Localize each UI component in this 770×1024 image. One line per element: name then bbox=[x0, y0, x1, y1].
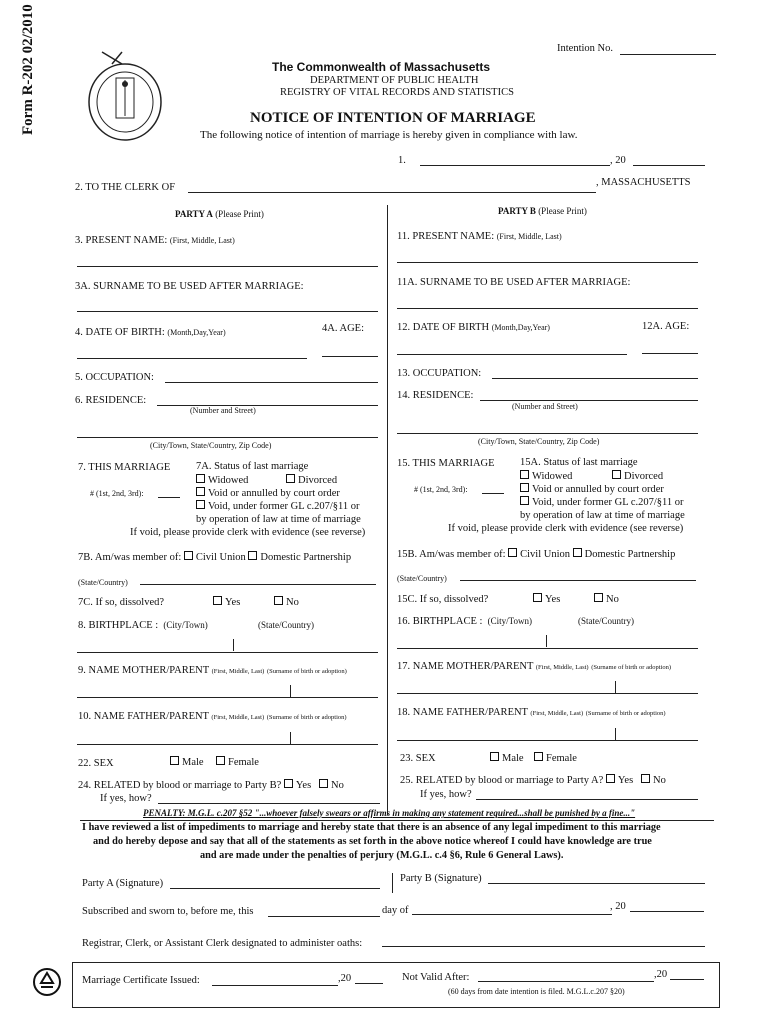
sworn-month-field[interactable] bbox=[412, 914, 612, 915]
party-b-city-field[interactable] bbox=[397, 433, 698, 434]
field-separator bbox=[615, 681, 616, 693]
party-b-void2-checkbox[interactable]: Void, under former GL c.207/§11 or bbox=[520, 496, 684, 508]
column-divider bbox=[387, 205, 388, 815]
party-a-heading: PARTY A (Please Print) bbox=[175, 209, 264, 219]
registrar-label: Registrar, Clerk, or Assistant Clerk designated to administer oaths: bbox=[82, 938, 363, 949]
f7-num-label: # (1st, 2nd, 3rd): bbox=[90, 489, 144, 498]
issued-date-field[interactable] bbox=[212, 985, 338, 986]
registry-label: REGISTRY OF VITAL RECORDS AND STATISTICS bbox=[280, 87, 514, 98]
party-a-void-checkbox[interactable]: Void or annulled by court order bbox=[196, 487, 340, 499]
f8-label: 8. BIRTHPLACE : (City/Town) bbox=[78, 620, 208, 631]
attestation-line-3: and are made under the penalties of perjury (M.G.L. c.4 §6, Rule 6 General Laws). bbox=[200, 850, 564, 861]
party-a-dissolved-yes[interactable]: Yes bbox=[213, 596, 240, 608]
party-b-signature-field[interactable] bbox=[488, 883, 705, 884]
sig-a-label: Party A (Signature) bbox=[82, 878, 164, 889]
f15-num-label: # (1st, 2nd, 3rd): bbox=[414, 485, 468, 494]
f23-label: 23. SEX bbox=[400, 753, 436, 764]
f13-label: 13. OCCUPATION: bbox=[397, 368, 482, 379]
party-b-male-checkbox[interactable]: Male bbox=[490, 752, 524, 764]
f12-label: 12. DATE OF BIRTH (Month,Day,Year) bbox=[397, 322, 550, 333]
signature-divider bbox=[392, 873, 393, 893]
party-a-occupation-field[interactable] bbox=[165, 382, 378, 383]
party-b-dob-field[interactable] bbox=[397, 354, 627, 355]
party-b-birthplace-field[interactable] bbox=[397, 648, 698, 649]
department-label: DEPARTMENT OF PUBLIC HEALTH bbox=[310, 75, 479, 86]
party-a-related-no[interactable] bbox=[319, 779, 328, 788]
clerk-label: 2. TO THE CLERK OF bbox=[75, 182, 176, 193]
issued-label: Marriage Certificate Issued: bbox=[82, 975, 200, 986]
not-valid-year-label: ,20 bbox=[654, 969, 668, 980]
f5-label: 5. OCCUPATION: bbox=[75, 372, 154, 383]
void2-continued: by operation of law at time of marriage bbox=[196, 514, 361, 525]
intention-no-field[interactable] bbox=[620, 54, 716, 55]
ifyes-label-a: If yes, how? bbox=[100, 793, 152, 804]
clerk-suffix: , MASSACHUSETTS bbox=[596, 177, 691, 188]
f14-city-note: (City/Town, State/Country, Zip Code) bbox=[478, 437, 600, 446]
attestation-line-1: I have reviewed a list of impediments to marriage and hereby state that there is an absence of any legal impediment to this marriage bbox=[82, 822, 661, 833]
party-b-marriage-number-field[interactable] bbox=[482, 493, 504, 494]
party-a-marriage-number-field[interactable] bbox=[158, 497, 180, 498]
f7c-label: 7C. If so, dissolved? bbox=[78, 597, 165, 608]
f7b-row: 7B. Am/was member of: Civil Union Domestic Partnership bbox=[78, 552, 352, 563]
f6-city-note: (City/Town, State/Country, Zip Code) bbox=[150, 441, 272, 450]
party-a-widowed-checkbox[interactable]: Widowed bbox=[196, 474, 248, 486]
year-field[interactable] bbox=[633, 165, 705, 166]
f24-label: 24. RELATED by blood or marriage to Party B? Yes No bbox=[78, 780, 344, 791]
f16-state-note: (State/Country) bbox=[578, 616, 634, 626]
commonwealth-title: The Commonwealth of Massachusetts bbox=[272, 60, 491, 74]
f3a-label: 3A. SURNAME TO BE USED AFTER MARRIAGE: bbox=[75, 281, 304, 292]
page-title: NOTICE OF INTENTION OF MARRIAGE bbox=[250, 110, 536, 126]
day-of-label: day of bbox=[382, 905, 409, 916]
f15b-row: 15B. Am/was member of: Civil Union Domestic Partnership bbox=[397, 549, 676, 560]
party-a-surname-field[interactable] bbox=[77, 311, 378, 312]
void-note: If void, please provide clerk with evidence (see reverse) bbox=[130, 527, 366, 538]
party-a-male-checkbox[interactable]: Male bbox=[170, 756, 204, 768]
f8-state-note: (State/Country) bbox=[258, 620, 314, 630]
f25-label: 25. RELATED by blood or marriage to Party A? Yes No bbox=[400, 775, 666, 786]
void-note-b: If void, please provide clerk with evidence (see reverse) bbox=[448, 523, 684, 534]
field-separator bbox=[233, 639, 234, 651]
f14-street-note: (Number and Street) bbox=[512, 402, 578, 411]
party-b-female-checkbox[interactable]: Female bbox=[534, 752, 577, 764]
field-separator bbox=[615, 728, 616, 740]
party-b-domestic-checkbox[interactable] bbox=[573, 548, 582, 557]
f3-label: 3. PRESENT NAME: (First, Middle, Last) bbox=[75, 235, 235, 246]
party-a-related-yes[interactable] bbox=[284, 779, 293, 788]
party-a-civil-union-checkbox[interactable] bbox=[184, 551, 193, 560]
f16-label: 16. BIRTHPLACE : (City/Town) bbox=[397, 616, 533, 627]
sixty-days-note: (60 days from date intention is filed. M.G.L.c.207 §20) bbox=[448, 987, 625, 996]
party-b-dissolved-no[interactable]: No bbox=[594, 593, 619, 605]
party-a-mother-field[interactable] bbox=[77, 697, 378, 698]
clerk-field[interactable] bbox=[188, 192, 596, 193]
party-a-dob-field[interactable] bbox=[77, 358, 307, 359]
party-b-related-no[interactable] bbox=[641, 774, 650, 783]
void2-continued-b: by operation of law at time of marriage bbox=[520, 510, 685, 521]
party-b-dissolved-yes[interactable]: Yes bbox=[533, 593, 560, 605]
sig-b-label: Party B (Signature) bbox=[400, 873, 482, 884]
party-b-void-checkbox[interactable]: Void or annulled by court order bbox=[520, 483, 664, 495]
f14-label: 14. RESIDENCE: bbox=[397, 390, 474, 401]
f4-label: 4. DATE OF BIRTH: (Month,Day,Year) bbox=[75, 327, 226, 338]
state-country-note-b: (State/Country) bbox=[397, 574, 447, 583]
party-a-father-field[interactable] bbox=[77, 744, 378, 745]
attestation-line-2: and do hereby depose and say that all of the statements as set forth in the above notice whereof I could have knowledge are true bbox=[93, 836, 652, 847]
f15-label: 15. THIS MARRIAGE bbox=[397, 458, 495, 469]
sworn-year-label: , 20 bbox=[610, 901, 626, 912]
party-a-birthplace-field[interactable] bbox=[77, 652, 378, 653]
ifyes-label-b: If yes, how? bbox=[420, 789, 472, 800]
f7a-label: 7A. Status of last marriage bbox=[196, 461, 309, 472]
party-b-surname-field[interactable] bbox=[397, 308, 698, 309]
party-b-name-field[interactable] bbox=[397, 262, 698, 263]
party-b-occupation-field[interactable] bbox=[492, 378, 698, 379]
f12a-label: 12A. AGE: bbox=[642, 321, 690, 332]
f7-label: 7. THIS MARRIAGE bbox=[78, 462, 171, 473]
penalty-text: PENALTY: M.G.L. c.207 §52 "...whoever falsely swears or affirms in making any statement required...shall be punished by a fine..." bbox=[143, 808, 636, 818]
field-separator bbox=[290, 732, 291, 744]
intention-no-label: Intention No. bbox=[557, 43, 613, 54]
f17-label: 17. NAME MOTHER/PARENT (First, Middle, Last) (Surname of birth or adoption) bbox=[397, 661, 671, 672]
registrar-signature-field[interactable] bbox=[382, 946, 705, 947]
party-a-state-country-field[interactable] bbox=[140, 584, 376, 585]
party-a-city-field[interactable] bbox=[77, 437, 378, 438]
party-a-name-field[interactable] bbox=[77, 266, 378, 267]
issued-year-field[interactable] bbox=[355, 983, 383, 984]
party-a-domestic-checkbox[interactable] bbox=[248, 551, 257, 560]
not-valid-date-field[interactable] bbox=[478, 981, 654, 982]
line1-year: , 20 bbox=[610, 155, 626, 166]
not-valid-year-field[interactable] bbox=[670, 979, 704, 980]
party-a-void2-checkbox[interactable]: Void, under former GL c.207/§11 or bbox=[196, 500, 360, 512]
party-a-age-field[interactable] bbox=[322, 356, 378, 357]
party-b-related-yes[interactable] bbox=[606, 774, 615, 783]
party-b-civil-union-checkbox[interactable] bbox=[508, 548, 517, 557]
party-a-related-how-field[interactable] bbox=[158, 803, 380, 804]
state-country-note: (State/Country) bbox=[78, 578, 128, 587]
field-separator bbox=[290, 685, 291, 697]
f15c-label: 15C. If so, dissolved? bbox=[397, 594, 489, 605]
f6-label: 6. RESIDENCE: bbox=[75, 395, 147, 406]
not-valid-label: Not Valid After: bbox=[402, 972, 470, 983]
page-subtitle: The following notice of intention of marriage is hereby given in compliance with law. bbox=[200, 129, 578, 141]
sworn-label: Subscribed and sworn to, before me, this bbox=[82, 906, 254, 917]
date-field[interactable] bbox=[420, 165, 610, 166]
party-b-widowed-checkbox[interactable]: Widowed bbox=[520, 470, 572, 482]
field-separator bbox=[546, 635, 547, 647]
issued-year-label: ,20 bbox=[338, 973, 352, 984]
f11a-label: 11A. SURNAME TO BE USED AFTER MARRIAGE: bbox=[397, 277, 631, 288]
form-number-label: Form R-202 02/2010 bbox=[20, 4, 36, 135]
f18-label: 18. NAME FATHER/PARENT (First, Middle, Last) (Surname of birth or adoption) bbox=[397, 707, 666, 718]
f11-label: 11. PRESENT NAME: (First, Middle, Last) bbox=[397, 231, 562, 242]
party-b-related-how-field[interactable] bbox=[476, 799, 698, 800]
massachusetts-seal bbox=[82, 44, 168, 144]
party-b-age-field[interactable] bbox=[642, 353, 698, 354]
party-b-residence-field[interactable] bbox=[480, 400, 698, 401]
f10-label: 10. NAME FATHER/PARENT (First, Middle, Last) (Surname of birth or adoption) bbox=[78, 711, 347, 722]
line1-number: 1. bbox=[398, 155, 406, 166]
party-b-father-field[interactable] bbox=[397, 740, 698, 741]
party-a-dissolved-no[interactable]: No bbox=[274, 596, 299, 608]
f9-label: 9. NAME MOTHER/PARENT (First, Middle, Last) (Surname of birth or adoption) bbox=[78, 665, 347, 676]
f6-street-note: (Number and Street) bbox=[190, 406, 256, 415]
f22-label: 22. SEX bbox=[78, 758, 114, 769]
f4a-label: 4A. AGE: bbox=[322, 323, 364, 334]
party-a-female-checkbox[interactable]: Female bbox=[216, 756, 259, 768]
recycle-icon bbox=[32, 967, 62, 997]
party-a-divorced-checkbox[interactable]: Divorced bbox=[286, 474, 337, 486]
sworn-day-field[interactable] bbox=[268, 916, 380, 917]
party-b-mother-field[interactable] bbox=[397, 693, 698, 694]
penalty-rule bbox=[80, 820, 714, 821]
party-a-signature-field[interactable] bbox=[170, 888, 380, 889]
party-b-heading: PARTY B (Please Print) bbox=[498, 206, 587, 216]
party-b-divorced-checkbox[interactable]: Divorced bbox=[612, 470, 663, 482]
sworn-year-field[interactable] bbox=[630, 911, 704, 912]
party-b-state-country-field[interactable] bbox=[460, 580, 696, 581]
f15a-label: 15A. Status of last marriage bbox=[520, 457, 638, 468]
